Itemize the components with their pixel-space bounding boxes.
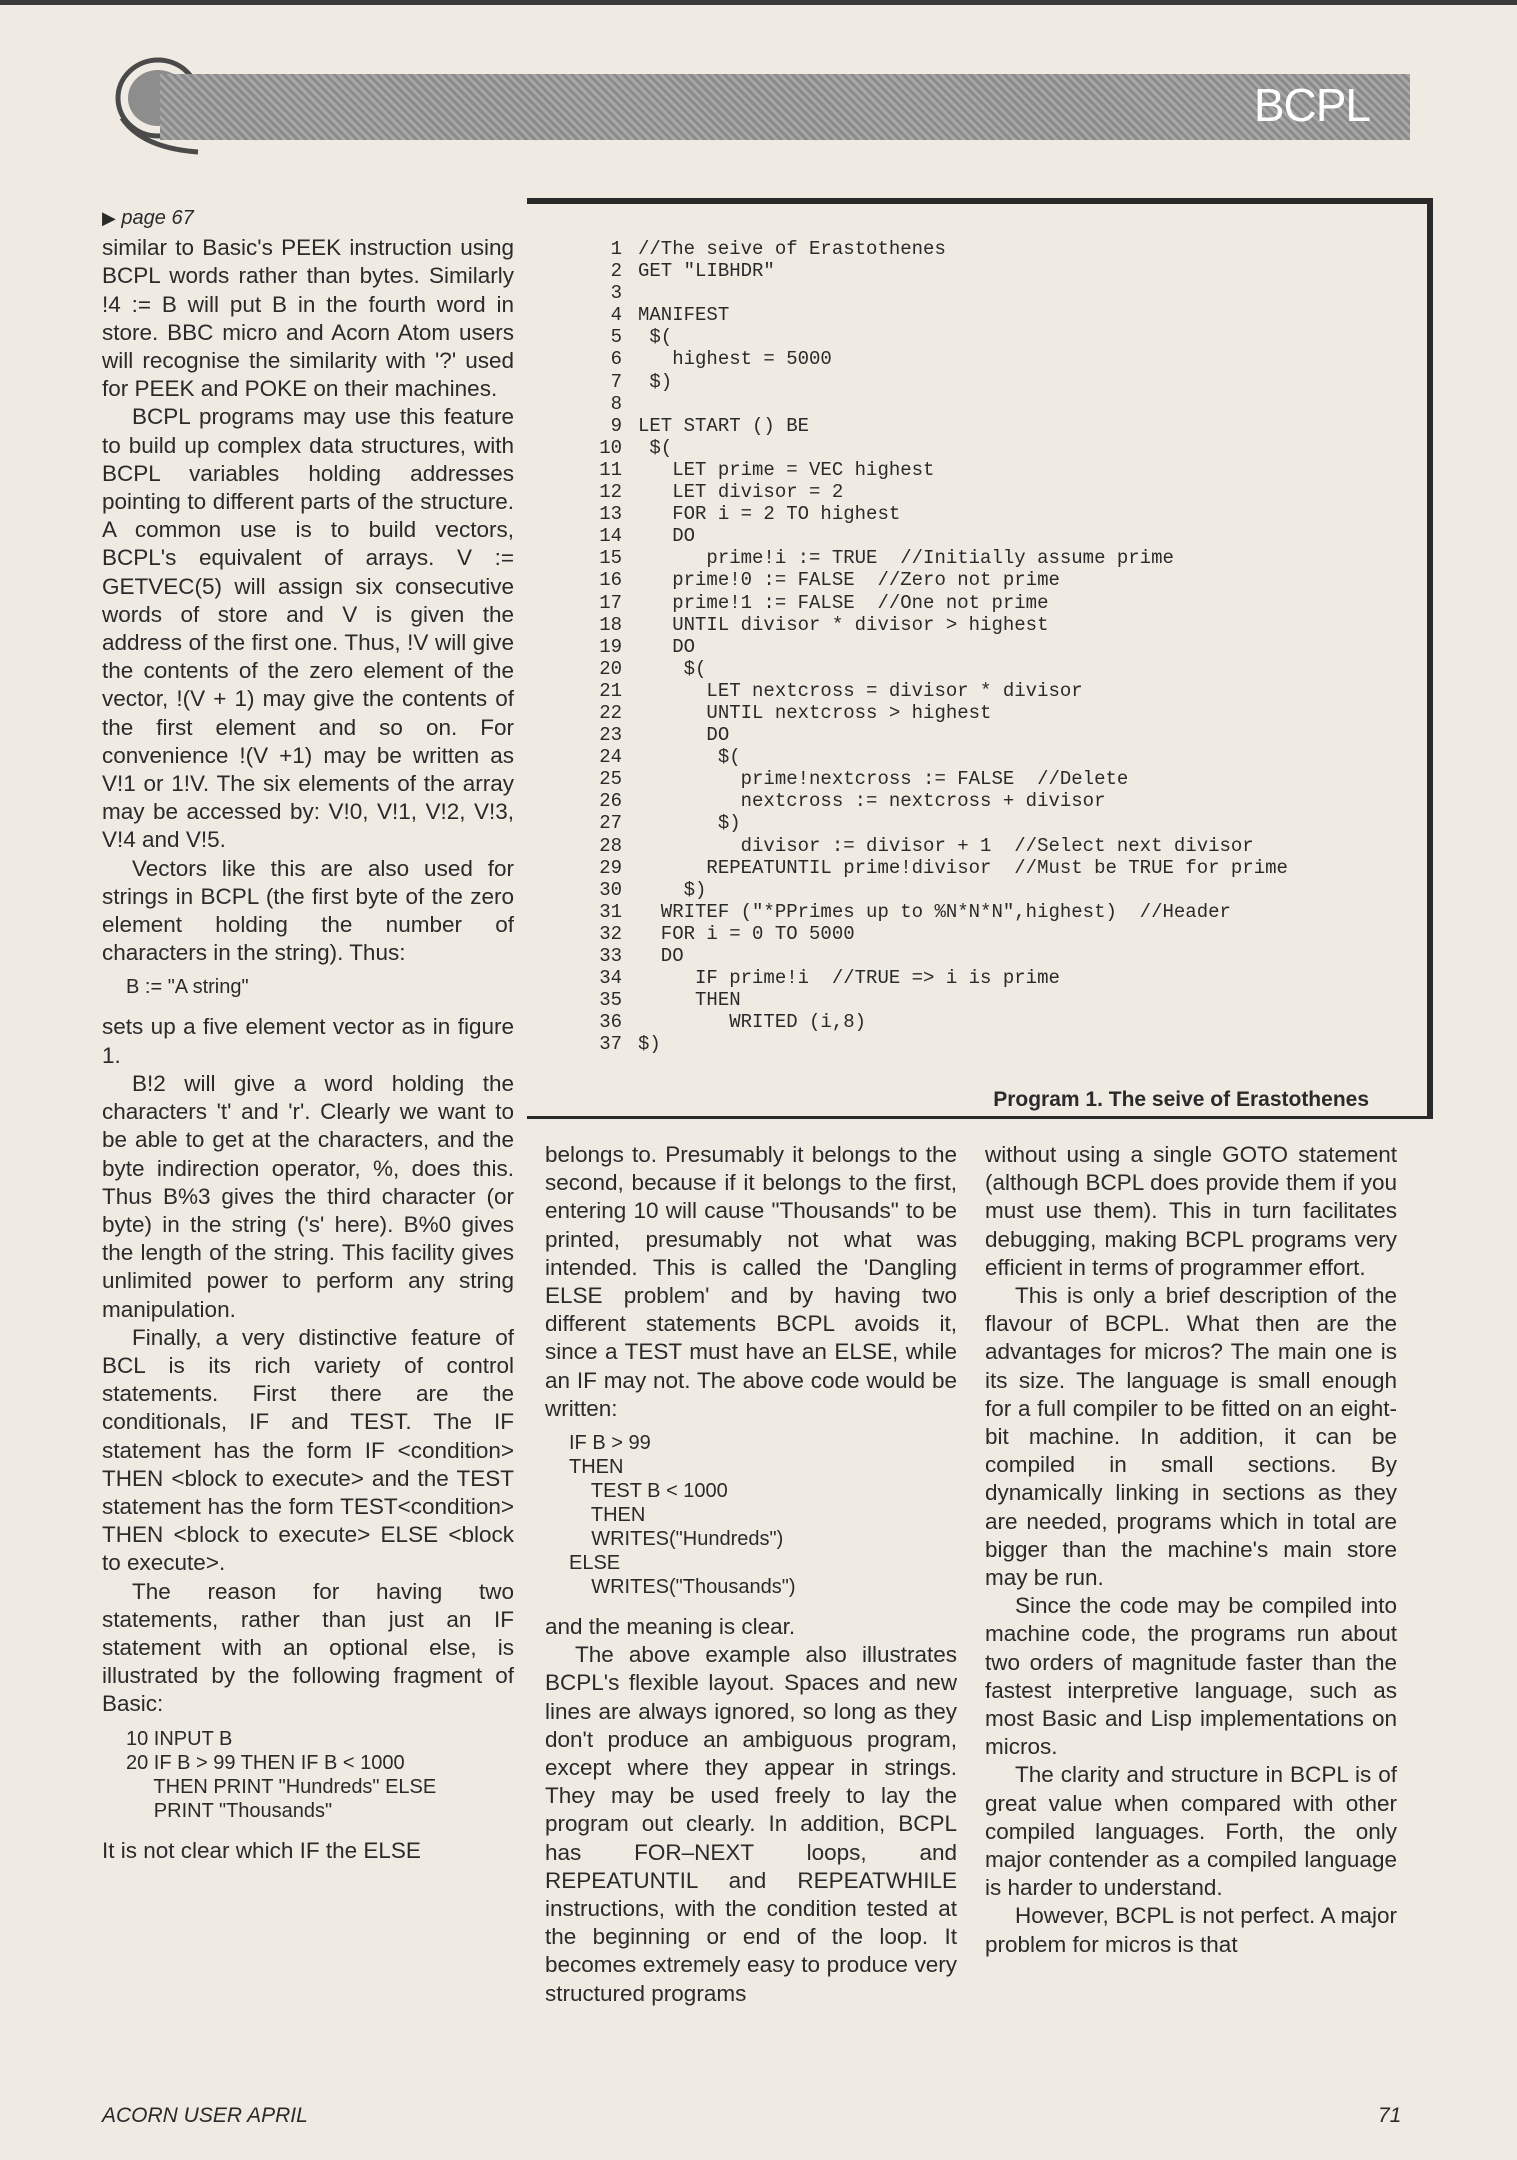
paragraph: B!2 will give a word holding the characters 't' and 'r'. Clearly we want to be able to get at the characters, and the byte indirection operator, %, does this. Thus B%3 gives the third character (or byte) in the string ('s' here). B%0 gives the length of the string. This facility gives unlimited power to perform any string manipulation.	[102, 1070, 514, 1322]
top-rule	[0, 0, 1517, 5]
paragraph: It is not clear which IF the ELSE	[102, 1837, 421, 1863]
line-code: $)	[638, 812, 741, 835]
column-3	[985, 1141, 1397, 1959]
program-line	[592, 879, 1288, 901]
code-line: B := "A string"	[126, 976, 249, 999]
line-code: THEN	[638, 989, 741, 1012]
line-code: $(	[638, 746, 741, 769]
line-number: 9	[610, 414, 622, 437]
program-line	[592, 592, 1288, 614]
line-code: DO	[638, 635, 696, 658]
paragraph: The clarity and structure in BCPL is of great value when compared with other compiled languages. Forth, the only major contender as a compiled language is harder to understand.	[985, 1762, 1397, 1901]
program-line	[592, 790, 1288, 812]
paragraph: This is only a brief description of the flavour of BCPL. What then are the advantages for micros? The main one is its size. The language is small enough for a full compiler to be fitted on an eight-bit machine. In addition, it can be compiled in small sections. By dynamically linking in sections as they are needed, programs which in total are bigger than the machine's main store may be run.	[985, 1283, 1397, 1591]
program-line	[592, 1011, 1288, 1033]
line-number: 18	[599, 613, 622, 636]
line-code: $)	[638, 1033, 661, 1056]
page-reference-text: page 67	[121, 207, 194, 229]
line-code: LET START () BE	[638, 414, 810, 437]
program-line	[592, 393, 1288, 415]
paragraph: belongs to. Presumably it belongs to the second, because if it belongs to the first, entering 10 will cause "Thousands" to be printed, presumably not what was intended. This is called the 'Dangling ELSE problem' and by having two different statements BCPL avoids it, since a TEST must have an ELSE, while an IF may not. The above code would be written:	[545, 1142, 957, 1421]
line-number: 29	[599, 856, 622, 879]
line-code: prime!i := TRUE //Initially assume prime	[638, 547, 1174, 570]
program-line	[592, 724, 1288, 746]
line-code: GET "LIBHDR"	[638, 260, 775, 283]
column-2	[545, 1141, 957, 2008]
line-code: DO	[638, 945, 684, 967]
section-banner	[160, 74, 1410, 140]
paragraph: Vectors like this are also used for strings in BCPL (the first byte of the zero element holding the number of characters in the string). Thus:	[102, 855, 514, 966]
page-reference	[102, 204, 514, 232]
line-number: 11	[599, 458, 622, 481]
program-line	[592, 238, 1288, 260]
program-line	[592, 901, 1288, 923]
line-code: $(	[638, 657, 707, 680]
line-code: //The seive of Erastothenes	[638, 238, 946, 260]
line-number: 31	[599, 900, 622, 923]
column-1	[102, 204, 514, 1865]
code-line: THEN PRINT "Hundreds" ELSE	[126, 1775, 437, 1798]
basic-code-snippet	[126, 1727, 514, 1823]
program-line	[592, 525, 1288, 547]
program-line	[592, 658, 1288, 680]
line-code: prime!nextcross := FALSE //Delete	[638, 768, 1129, 791]
program-line	[592, 459, 1288, 481]
program-line	[592, 857, 1288, 879]
line-code: $)	[638, 878, 707, 901]
line-number: 3	[610, 282, 622, 305]
program-line	[592, 702, 1288, 724]
line-code: $(	[638, 436, 673, 459]
line-number: 16	[599, 569, 622, 592]
code-line: TEST B < 1000	[569, 1480, 728, 1503]
footer-publication: ACORN USER APRIL	[102, 2104, 308, 2127]
program-line	[592, 326, 1288, 348]
program-line	[592, 371, 1288, 393]
line-number: 12	[599, 481, 622, 504]
code-line: THEN	[569, 1456, 624, 1479]
line-number: 23	[599, 724, 622, 747]
program-line	[592, 547, 1288, 569]
code-line: ELSE	[569, 1552, 621, 1575]
code-line: THEN	[569, 1504, 646, 1527]
code-line: WRITES("Hundreds")	[569, 1528, 784, 1551]
line-code: highest = 5000	[638, 348, 832, 371]
line-number: 25	[599, 768, 622, 791]
line-number: 28	[599, 834, 622, 857]
line-code: prime!1 := FALSE //One not prime	[638, 591, 1049, 614]
program-line	[592, 304, 1288, 326]
line-number: 17	[599, 591, 622, 614]
program-line	[592, 569, 1288, 591]
line-code: FOR i = 2 TO highest	[638, 503, 901, 526]
line-code: UNTIL nextcross > highest	[638, 701, 992, 724]
line-number: 30	[599, 878, 622, 901]
line-code: WRITED (i,8)	[638, 1011, 867, 1034]
line-number: 34	[599, 967, 622, 990]
line-number: 1	[610, 238, 622, 260]
program-caption: Program 1. The seive of Erastothenes	[993, 1088, 1369, 1111]
program-line	[592, 614, 1288, 636]
line-number: 10	[599, 436, 622, 459]
paragraph: Finally, a very distinctive feature of BCL is its rich variety of control statements. First there are the conditionals, IF and TEST. The IF statement has the form IF <condition> THEN <block to execute> and the TEST statement has the form TEST<condition> THEN <block to execute> ELSE <block to execute>.	[102, 1324, 514, 1576]
line-code: LET nextcross = divisor * divisor	[638, 679, 1083, 702]
line-code: LET divisor = 2	[638, 481, 844, 504]
program-line	[592, 636, 1288, 658]
program-listing-box	[527, 198, 1433, 1119]
program-line	[592, 437, 1288, 459]
line-code: UNTIL divisor * divisor > highest	[638, 613, 1049, 636]
line-number: 14	[599, 525, 622, 548]
program-listing	[592, 238, 1288, 1055]
line-code: $)	[638, 370, 673, 393]
line-code: nextcross := nextcross + divisor	[638, 790, 1106, 813]
program-line	[592, 503, 1288, 525]
program-line	[592, 768, 1288, 790]
line-number: 20	[599, 657, 622, 680]
line-number: 4	[610, 304, 622, 327]
line-number: 24	[599, 746, 622, 769]
code-line: 10 INPUT B	[126, 1727, 233, 1750]
code-line: WRITES("Thousands")	[569, 1576, 796, 1599]
line-number: 21	[599, 679, 622, 702]
program-line	[592, 967, 1288, 989]
program-line	[592, 415, 1288, 437]
line-number: 13	[599, 503, 622, 526]
paragraph: sets up a five element vector as in figure 1.	[102, 1014, 514, 1068]
paragraph: BCPL programs may use this feature to build up complex data structures, with BCPL variables holding addresses pointing to different parts of the structure. A common use is to build vectors, BCPL's equivalent of arrays. V := GETVEC(5) will assign six consecutive words of store and V is given the address of the first one. Thus, !V will give the contents of the zero element of the vector, !(V + 1) may give the contents of the first element and so on. For convenience !(V +1) may be written as V!1 or 1!V. The six elements of the array may be accessed by: V!0, V!1, V!2, V!3, V!4 and V!5.	[102, 404, 514, 853]
line-number: 37	[599, 1033, 622, 1056]
program-line	[592, 945, 1288, 967]
line-number: 36	[599, 1011, 622, 1034]
program-line	[592, 989, 1288, 1011]
code-line: 20 IF B > 99 THEN IF B < 1000	[126, 1751, 405, 1774]
line-number: 7	[610, 370, 622, 393]
line-number: 15	[599, 547, 622, 570]
line-number: 6	[610, 348, 622, 371]
line-code: FOR i = 0 TO 5000	[638, 922, 855, 945]
section-title: BCPL	[1253, 79, 1370, 131]
bcpl-code-snippet	[569, 1431, 957, 1599]
page-number: 71	[1378, 2104, 1402, 2127]
paragraph: The reason for having two statements, rather than just an IF statement with an optional else, is illustrated by the following fragment of Basic:	[102, 1578, 514, 1717]
line-code: $(	[638, 326, 673, 349]
program-line	[592, 746, 1288, 768]
line-code: DO	[638, 724, 730, 747]
program-line	[592, 481, 1288, 503]
paragraph: The above example also illustrates BCPL's flexible layout. Spaces and new lines are always ignored, so long as they don't produce an ambiguous program, except where they appear in strings. They may be used freely to lay the program out clearly. In addition, BCPL has FOR–NEXT loops, and REPEATUNTIL and REPEATWHILE instructions, with the condition tested at the beginning or end of the loop. It becomes extremely easy to produce very structured programs	[545, 1642, 957, 2006]
line-number: 22	[599, 701, 622, 724]
line-number: 32	[599, 922, 622, 945]
line-code: WRITEF ("*PPrimes up to %N*N*N",highest) //Header	[638, 900, 1231, 923]
program-line	[592, 348, 1288, 370]
code-line: PRINT "Thousands"	[126, 1799, 333, 1822]
line-code: LET prime = VEC highest	[638, 458, 935, 481]
line-code: IF prime!i //TRUE => i is prime	[638, 967, 1060, 990]
line-number: 19	[599, 635, 622, 658]
line-number: 35	[599, 989, 622, 1012]
line-number: 27	[599, 812, 622, 835]
line-number: 26	[599, 790, 622, 813]
line-number: 2	[610, 260, 622, 283]
line-number: 8	[610, 392, 622, 415]
paragraph: without using a single GOTO statement (although BCPL does provide them if you must use them). This in turn facilitates debugging, making BCPL programs very efficient in terms of programmer effort.	[985, 1142, 1397, 1280]
code-snippet	[126, 975, 514, 999]
program-line	[592, 680, 1288, 702]
arrow-right-icon: ▶	[102, 208, 116, 228]
line-number: 33	[599, 945, 622, 967]
paragraph: However, BCPL is not perfect. A major problem for micros is that	[985, 1903, 1397, 1957]
paragraph: and the meaning is clear.	[545, 1614, 796, 1640]
line-code: DO	[638, 525, 696, 548]
line-code: REPEATUNTIL prime!divisor //Must be TRUE for prime	[638, 856, 1288, 879]
program-line	[592, 812, 1288, 834]
code-line: IF B > 99	[569, 1432, 651, 1455]
line-code: MANIFEST	[638, 304, 730, 327]
program-line	[592, 923, 1288, 945]
paragraph: similar to Basic's PEEK instruction using BCPL words rather than bytes. Similarly !4 := B will put B in the fourth word in store. BBC micro and Acorn Atom users will recognise the similarity with '?' used for PEEK and POKE on their machines.	[102, 235, 514, 402]
program-line	[592, 260, 1288, 282]
paragraph: Since the code may be compiled into machine code, the programs run about two orders of magnitude faster than the fastest interpretive language, such as most Basic and Lisp implementations on micros.	[985, 1593, 1397, 1760]
line-code: prime!0 := FALSE //Zero not prime	[638, 569, 1060, 592]
program-line	[592, 835, 1288, 857]
program-line	[592, 282, 1288, 304]
line-code: divisor := divisor + 1 //Select next divisor	[638, 834, 1254, 857]
program-line	[592, 1033, 1288, 1055]
line-number: 5	[610, 326, 622, 349]
